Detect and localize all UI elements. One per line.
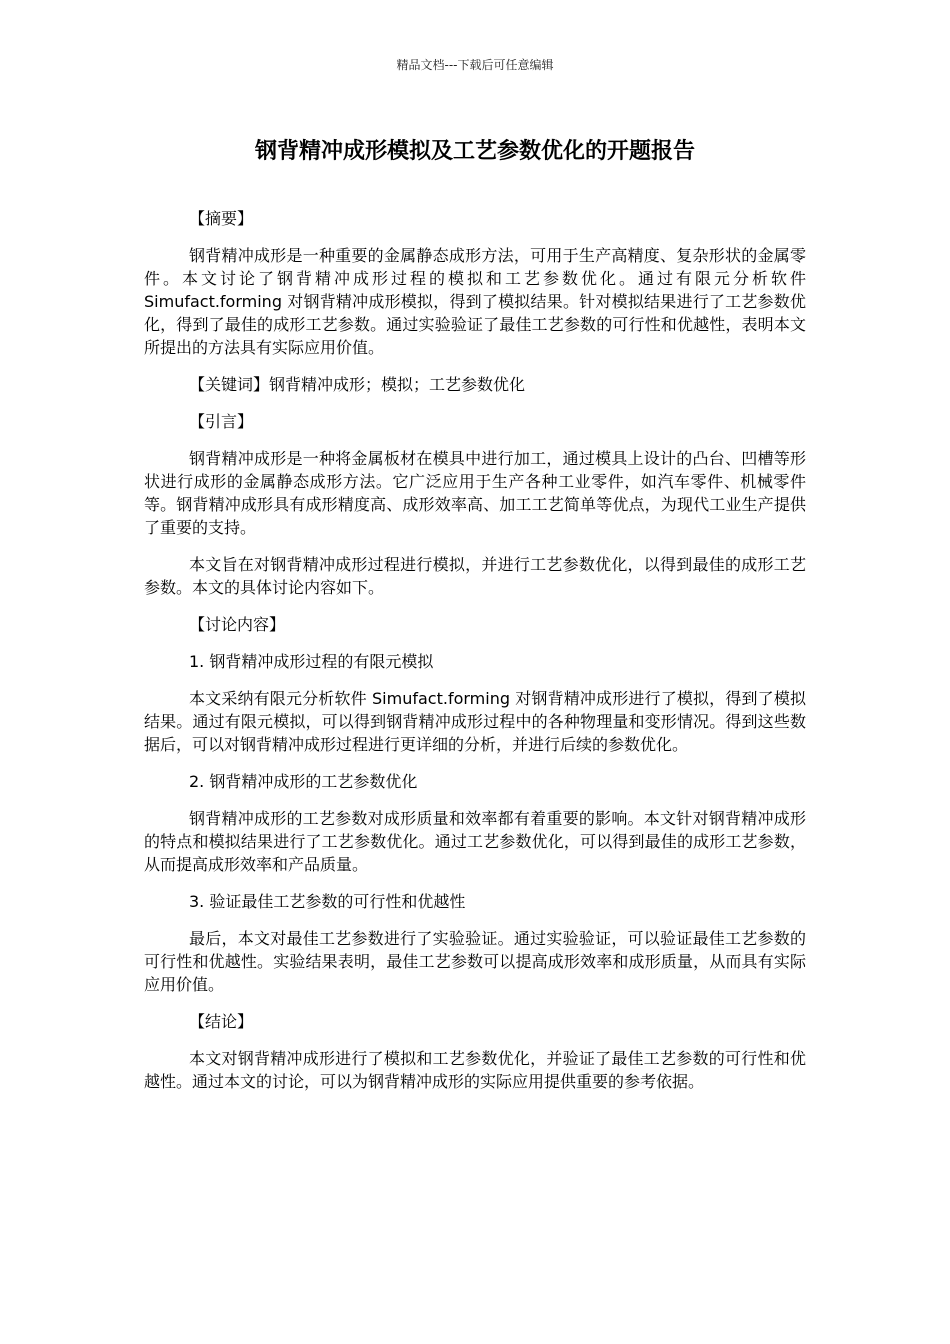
conclusion-paragraph: 本文对钢背精冲成形进行了模拟和工艺参数优化，并验证了最佳工艺参数的可行性和优越性。通过本文的讨论，可以为钢背精冲成形的实际应用提供重要的参考依据。 (144, 1049, 806, 1091)
document-body (144, 207, 806, 1107)
keywords-line: 【关键词】钢背精冲成形；模拟；工艺参数优化 (189, 375, 526, 394)
conclusion-heading: 【结论】 (189, 1012, 254, 1031)
abstract-paragraph: 钢背精冲成形是一种重要的金属静态成形方法，可用于生产高精度、复杂形状的金属零件。本文讨论了钢背精冲成形过程的模拟和工艺参数优化。通过有限元分析软件 Simufact.forming 对钢背精冲成形模拟，得到了模拟结果。针对模拟结果进行了工艺参数优化，得到了最佳的成形工艺参数。通过实验验证了最佳工艺参数的可行性和优越性，表明本文所提出的方法具有实际应用价值。 (144, 246, 806, 357)
section-2-title: 2. 钢背精冲成形的工艺参数优化 (189, 772, 418, 791)
document-title: 钢背精冲成形模拟及工艺参数优化的开题报告 (254, 139, 695, 164)
discussion-heading: 【讨论内容】 (189, 615, 286, 634)
section-2-paragraph: 钢背精冲成形的工艺参数对成形质量和效率都有着重要的影响。本文针对钢背精冲成形的特点和模拟结果进行了工艺参数优化。通过工艺参数优化，可以得到最佳的成形工艺参数，从而提高成形效率和产品质量。 (144, 809, 806, 874)
section-1-title: 1. 钢背精冲成形过程的有限元模拟 (189, 652, 434, 671)
abstract-heading: 【摘要】 (189, 209, 254, 228)
section-3-title: 3. 验证最佳工艺参数的可行性和优越性 (189, 892, 466, 911)
header-note: 精品文档---下载后可任意编辑 (396, 58, 554, 72)
intro-heading: 【引言】 (189, 412, 254, 431)
intro-paragraph-2: 本文旨在对钢背精冲成形过程进行模拟，并进行工艺参数优化，以得到最佳的成形工艺参数。本文的具体讨论内容如下。 (144, 555, 806, 597)
section-1-paragraph: 本文采纳有限元分析软件 Simufact.forming 对钢背精冲成形进行了模拟，得到了模拟结果。通过有限元模拟，可以得到钢背精冲成形过程中的各种物理量和变形情况。得到这些数据后，可以对钢背精冲成形过程进行更详细的分析，并进行后续的参数优化。 (144, 689, 806, 754)
section-3-paragraph: 最后，本文对最佳工艺参数进行了实验验证。通过实验验证，可以验证最佳工艺参数的可行性和优越性。实验结果表明，最佳工艺参数可以提高成形效率和成形质量，从而具有实际应用价值。 (144, 929, 806, 994)
intro-paragraph-1: 钢背精冲成形是一种将金属板材在模具中进行加工，通过模具上设计的凸台、凹槽等形状进行成形的金属静态成形方法。它广泛应用于生产各种工业零件，如汽车零件、机械零件等。钢背精冲成形具有成形精度高、成形效率高、加工工艺简单等优点，为现代工业生产提供了重要的支持。 (144, 449, 806, 537)
